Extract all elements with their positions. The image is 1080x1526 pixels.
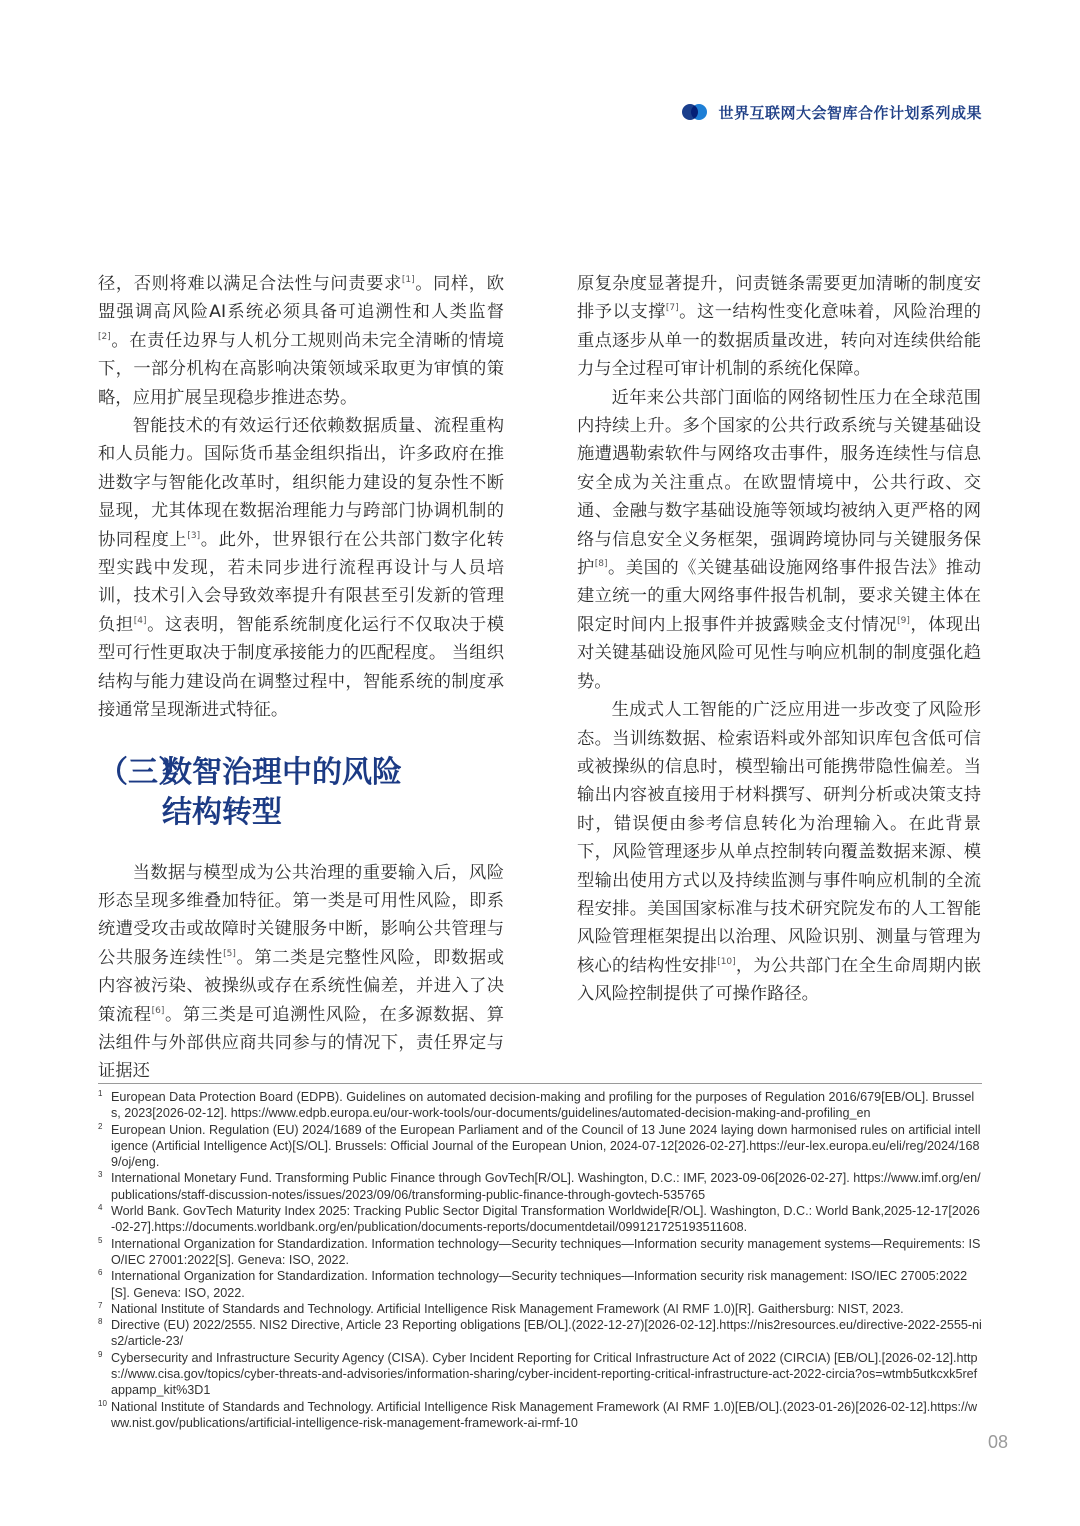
citation-ref[interactable]: [9] <box>897 616 910 627</box>
footnote-number: 10 <box>98 1398 107 1408</box>
citation-ref[interactable]: [7] <box>665 303 679 314</box>
footnote-item <box>98 1236 982 1269</box>
section-heading <box>98 753 504 833</box>
right-paragraph-1: 原复杂度显著提升，问责链条需要更加清晰的制度安排予以支撑[7]。这一结构性变化意味着，风险治理的重点逐步从单一的数据质量改进，转向对连续供给能力与全过程可审计机制的系统化保障。 <box>577 274 981 380</box>
footnote-item <box>98 1268 982 1301</box>
citation-ref[interactable]: [5] <box>223 948 236 959</box>
citation-ref[interactable]: [2] <box>98 332 111 343</box>
footnote-item <box>98 1089 982 1122</box>
section-title-line2: 结构转型 <box>162 794 282 830</box>
footnote-number: 9 <box>98 1349 103 1359</box>
footnote-divider <box>98 1083 982 1084</box>
citation-ref[interactable]: [4] <box>133 616 147 627</box>
footnote-number: 4 <box>98 1203 103 1213</box>
footnote-number: 3 <box>98 1170 103 1180</box>
header-title: 世界互联网大会智库合作计划系列成果 <box>718 103 982 122</box>
footnote-number: 6 <box>98 1268 103 1278</box>
left-column <box>98 270 504 1086</box>
footnote-number: 8 <box>98 1317 103 1327</box>
citation-ref[interactable]: [8] <box>594 559 608 570</box>
footnote-text[interactable]: European Data Protection Board (EDPB). Guidelines on automated decision-making and profiling for the purposes of Regulation 2016/679[EB/OL]. Brussels, 2023[2026-02-12]. https://www.edpb.europa.eu/our-work-tools/our-documents/guidelines/automated-decision-making-and-profiling_en <box>111 1090 975 1121</box>
page-number: 08 <box>987 1432 1008 1452</box>
section-title-line1: 数智治理中的风险 <box>162 754 402 790</box>
footnote-text: International Organization for Standardization. Information technology—Security techniques—Information security management systems—Requirements: ISO/IEC 27001:2022[S]. Geneva: ISO, 2022. <box>111 1236 981 1267</box>
left-paragraph-3: 当数据与模型成为公共治理的重要输入后，风险形态呈现多维叠加特征。第一类是可用性风险，即系统遭受攻击或故障时关键服务中断，影响公共管理与公共服务连续性[5]。第二类是完整性风险，即数据或内容被污染、被操纵或存在系统性偏差，并进入了决策流程[6]。第三类是可追溯性风险，在多源数据、算法组件与外部供应商共同参与的情况下，责任界定与证据还 <box>98 862 504 1082</box>
footnote-item <box>98 1317 982 1350</box>
citation-ref[interactable]: [10] <box>717 956 736 967</box>
footnote-number: 2 <box>98 1121 103 1131</box>
footnote-item <box>98 1122 982 1171</box>
footnote-text: International Organization for Standardization. Information technology—Security techniques—Information security risk management: ISO/IEC 27005:2022[S]. Geneva: ISO, 2022. <box>111 1269 968 1300</box>
section-number: （三） <box>98 754 188 790</box>
footnote-number: 1 <box>98 1089 103 1098</box>
footnotes <box>98 1089 982 1431</box>
footnote-number: 7 <box>98 1300 103 1310</box>
footnote-item <box>98 1399 982 1432</box>
footnote-item <box>98 1350 982 1399</box>
right-column <box>577 270 981 1009</box>
right-paragraph-3: 生成式人工智能的广泛应用进一步改变了风险形态。当训练数据、检索语料或外部知识库包含低可信或被操纵的信息时，模型输出可能携带隐性偏差。当输出内容被直接用于材料撰写、研判分析或决策支持时，错误便由参考信息转化为治理输入。在此背景下，风险管理逐步从单点控制转向覆盖数据来源、模型输出使用方式以及持续监测与事件响应机制的全流程安排。美国国家标准与技术研究院发布的人工智能风险管理框架提出以治理、风险识别、测量与管理为核心的结构性安排[10]，为公共部门在全生命周期内嵌入风险控制提供了可操作路径。 <box>577 700 981 1005</box>
citation-ref[interactable]: [3] <box>187 530 201 541</box>
footnote-text[interactable]: Cybersecurity and Infrastructure Security Agency (CISA). Cyber Incident Reporting for Critical Infrastructure Act of 2022 (CIRCIA) [EB/OL].[2026-02-12].https://www.cisa.gov/topics/cyber-threats-and-advisories/information-sharing/cyber-incident-reporting-critical-infrastructure-act-2022-circia?os=wtmb5utkcxk5refappamp_kit%3D1 <box>111 1350 978 1398</box>
footnote-item <box>98 1301 982 1317</box>
page-header <box>682 100 982 124</box>
left-paragraph-1: 径，否则将难以满足合法性与问责要求[1]。同样，欧盟强调高风险AI系统必须具备可追溯性和人类监督[2]。在责任边界与人机分工规则尚未完全清晰的情境下，一部分机构在高影响决策领域采取更为审慎的策略，应用扩展呈现稳步推进态势。 <box>98 274 504 408</box>
footnote-text[interactable]: European Union. Regulation (EU) 2024/1689 of the European Parliament and of the Council of 13 June 2024 laying down harmonised rules on artificial intelligence (Artificial Intelligence Act)[S/OL]. Brussels: Official Journal of the European Union, 2024-07-12[2026-02-27].https://eur-lex.europa.eu/eli/reg/2024/1689/oj/eng. <box>111 1122 981 1170</box>
footnote-item <box>98 1203 982 1236</box>
footnote-text[interactable]: World Bank. GovTech Maturity Index 2025: Tracking Public Sector Digital Transformation Worldwide[R/OL]. Washington, D.C.: World Bank,2025-12-17[2026-02-27].https://documents.worldbank.org/en/publication/documents-reports/documentdetail/099121725193511608. <box>111 1204 980 1235</box>
footnote-text[interactable]: National Institute of Standards and Technology. Artificial Intelligence Risk Management Framework (AI RMF 1.0)[EB/OL].(2023-01-26)[2026-02-12].https://www.nist.gov/publications/artificial-intelligence-risk-management-framework-ai-rmf-10 <box>111 1399 978 1430</box>
citation-ref[interactable]: [6] <box>151 1005 165 1016</box>
footnote-text[interactable]: Directive (EU) 2022/2555. NIS2 Directive, Article 23 Reporting obligations [EB/OL].(2022-12-27)[2026-02-12].https://nis2resources.eu/directive-2022-2555-nis2/article-23/ <box>111 1318 982 1349</box>
double-circle-logo-icon <box>682 104 708 120</box>
left-paragraph-2: 智能技术的有效运行还依赖数据质量、流程重构和人员能力。国际货币基金组织指出，许多政府在推进数字与智能化改革时，组织能力建设的复杂性不断显现，尤其体现在数据治理能力与跨部门协调机制的协同程度上[3]。此外，世界银行在公共部门数字化转型实践中发现，若未同步进行流程再设计与人员培训，技术引入会导致效率提升有限甚至引发新的管理负担[4]。这表明，智能系统制度化运行不仅取决于模型可行性更取决于制度承接能力的匹配程度。 当组织结构与能力建设尚在调整过程中，智能系统的制度承接通常呈现渐进式特征。 <box>98 416 504 721</box>
citation-ref[interactable]: [1] <box>401 275 415 286</box>
footnote-number: 5 <box>98 1235 103 1245</box>
footnote-text: National Institute of Standards and Technology. Artificial Intelligence Risk Management Framework (AI RMF 1.0)[R]. Gaithersburg: NIST, 2023. <box>111 1301 904 1316</box>
footnote-text[interactable]: International Monetary Fund. Transforming Public Finance through GovTech[R/OL]. Washington, D.C.: IMF, 2023-09-06[2026-02-27]. https://www.imf.org/en/publications/staff-discussion-notes/issues/2023/09/06/transforming-public-finance-through-govtech-535765 <box>111 1171 981 1202</box>
right-paragraph-2: 近年来公共部门面临的网络韧性压力在全球范围内持续上升。多个国家的公共行政系统与关键基础设施遭遇勒索软件与网络攻击事件，服务连续性与信息安全成为关注重点。在欧盟情境中，公共行政、交通、金融与数字基础设施等领域均被纳入更严格的网络与信息安全义务框架，强调跨境协同与关键服务保护[8]。美国的《关键基础设施网络事件报告法》推动建立统一的重大网络事件报告机制，要求关键主体在限定时间内上报事件并披露赎金支付情况[9]，体现出对关键基础设施风险可见性与响应机制的制度强化趋势。 <box>577 387 981 692</box>
footnote-item <box>98 1170 982 1203</box>
